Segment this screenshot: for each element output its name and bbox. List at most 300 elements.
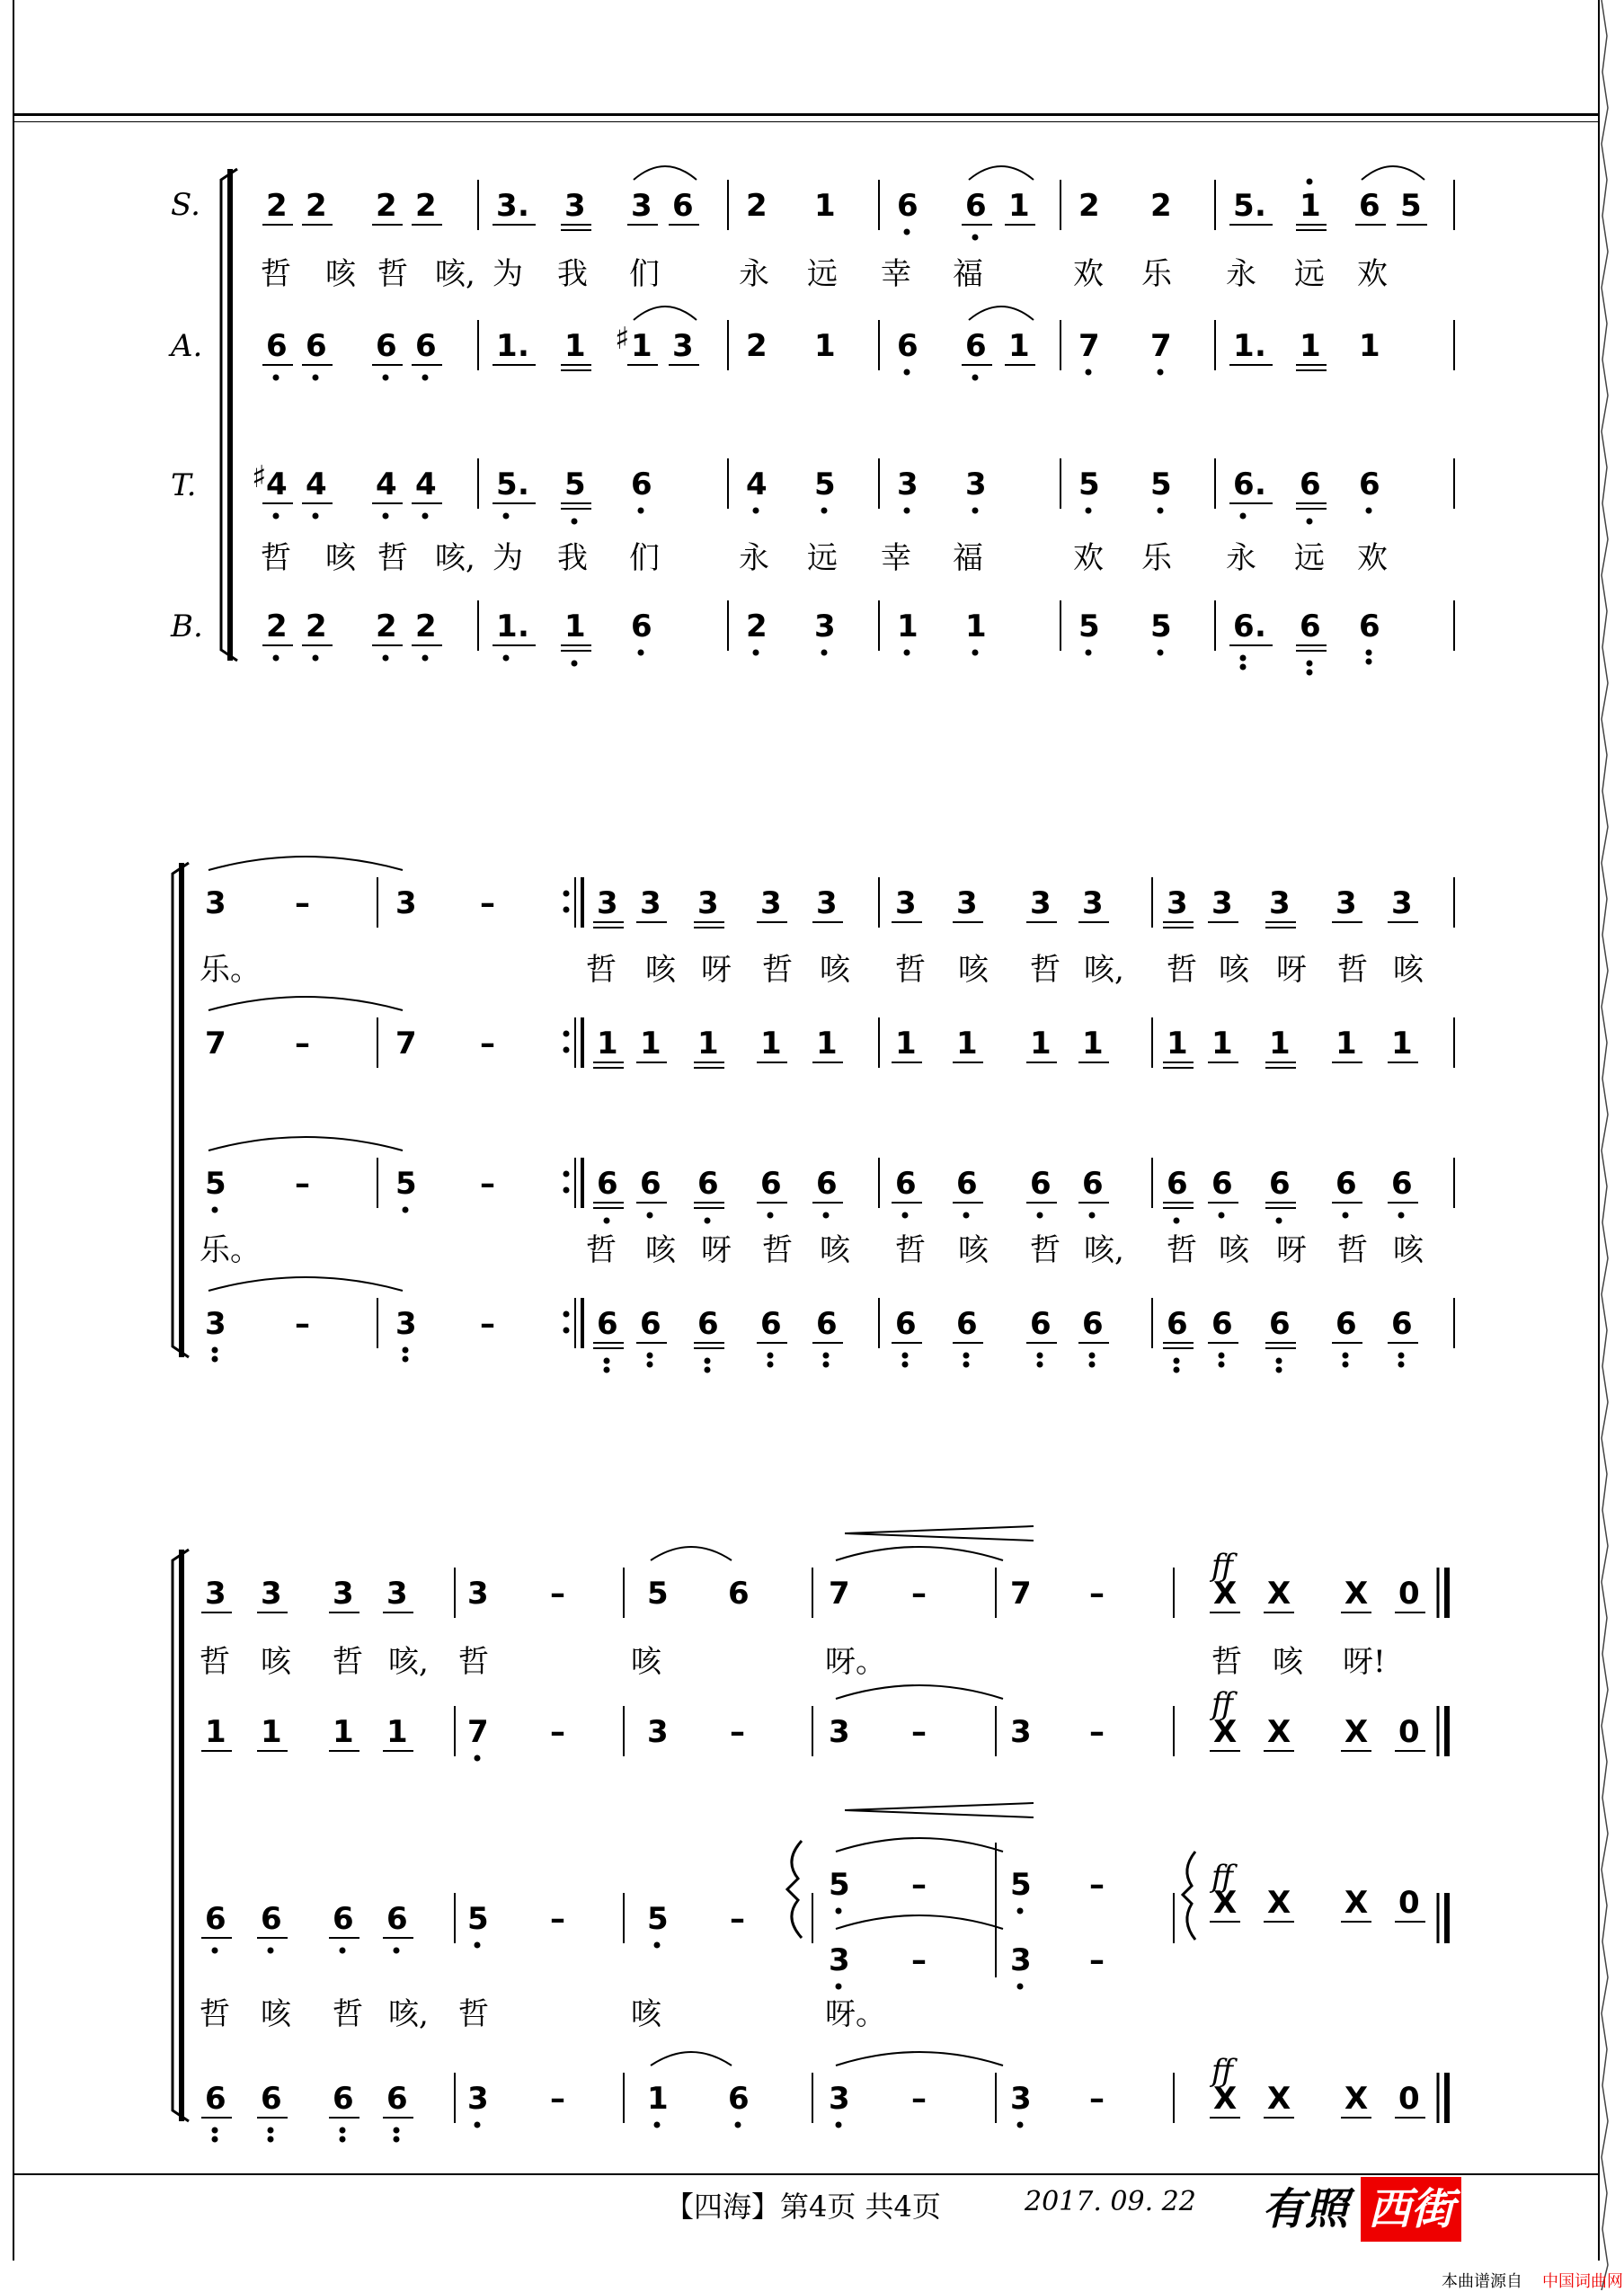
- note: 6: [640, 1306, 661, 1342]
- low-octave-dot: [1307, 519, 1313, 525]
- tie-slur: [634, 306, 697, 320]
- lyric-syllable: 远: [1294, 540, 1325, 576]
- note: 2: [746, 188, 768, 224]
- low-octave-dot: [904, 369, 910, 376]
- note: 6: [1233, 609, 1255, 644]
- lyric-syllable: 永: [739, 256, 769, 292]
- note: 1: [631, 328, 652, 364]
- note: 6: [1082, 1306, 1104, 1342]
- low-octave-dot: [383, 375, 389, 381]
- low-octave-dot: [1240, 664, 1247, 671]
- low-octave-dot: [212, 1356, 218, 1363]
- lyric-syllable: 福: [953, 256, 983, 292]
- low-octave-dot: [212, 1347, 218, 1354]
- note: 1: [760, 1026, 782, 1062]
- dynamic-ff: ff: [1211, 2053, 1234, 2089]
- sustain-dash: –: [911, 1714, 927, 1750]
- note: 6: [697, 1166, 719, 1202]
- low-octave-dot: [904, 650, 910, 656]
- note: 2: [746, 609, 768, 644]
- note: 7: [1010, 1576, 1032, 1612]
- low-octave-dot: [1276, 1218, 1282, 1224]
- lyric-syllable: 哲: [377, 540, 408, 576]
- low-octave-dot: [403, 1356, 409, 1363]
- lyric-syllable: 哲: [762, 952, 793, 988]
- augmentation-dot: .: [518, 328, 529, 364]
- note: 6: [1269, 1306, 1291, 1342]
- repeat-dot: [564, 1171, 570, 1177]
- augmentation-dot: .: [1255, 466, 1266, 502]
- low-octave-dot: [273, 375, 280, 381]
- low-octave-dot: [823, 1362, 830, 1368]
- lyric-syllable: 咳: [1273, 1644, 1303, 1680]
- note: 7: [1150, 328, 1172, 364]
- lyric-syllable: 哲: [1167, 1232, 1197, 1268]
- low-octave-dot: [1219, 1353, 1225, 1359]
- note: 7: [1078, 328, 1100, 364]
- lyric-syllable: 哲: [762, 1232, 793, 1268]
- note: 6: [1167, 1306, 1188, 1342]
- low-octave-dot: [475, 2122, 481, 2128]
- note: 6: [956, 1306, 978, 1342]
- repeat-dot: [564, 907, 570, 913]
- sustain-dash: –: [911, 1942, 927, 1978]
- lyric-syllable: 哲: [895, 952, 926, 988]
- note: 6: [895, 1166, 917, 1202]
- low-octave-dot: [1086, 650, 1092, 656]
- note: 5: [564, 466, 586, 502]
- note: 7: [829, 1576, 850, 1612]
- note: 6: [386, 2081, 408, 2117]
- low-octave-dot: [604, 1358, 610, 1364]
- note: 5: [1400, 188, 1422, 224]
- low-octave-dot: [904, 229, 910, 235]
- low-octave-dot: [1037, 1353, 1043, 1359]
- note: 3: [697, 885, 719, 921]
- sustain-dash: –: [295, 1306, 310, 1342]
- note: 3: [1167, 885, 1188, 921]
- lyric-syllable: 远: [807, 256, 838, 292]
- note: 5: [1010, 1867, 1032, 1903]
- note: X: [1267, 1576, 1291, 1612]
- low-octave-dot: [1240, 513, 1247, 520]
- sharp-accidental: ♯: [615, 321, 630, 357]
- low-octave-dot: [383, 655, 389, 662]
- low-octave-dot: [273, 655, 280, 662]
- low-octave-dot: [963, 1213, 970, 1219]
- lyric-syllable: 咳: [1393, 952, 1424, 988]
- repeat-dot: [564, 891, 570, 897]
- lyric-syllable: 福: [953, 540, 983, 576]
- note: X: [1213, 1576, 1238, 1612]
- low-octave-dot: [268, 2128, 274, 2134]
- note: 6: [415, 328, 437, 364]
- low-octave-dot: [1086, 508, 1092, 514]
- lyric-syllable: 咳: [645, 952, 676, 988]
- sustain-dash: –: [480, 1306, 495, 1342]
- tie-slur: [651, 1547, 732, 1560]
- note: 5: [1150, 609, 1172, 644]
- note: 5: [1078, 609, 1100, 644]
- note: 3: [760, 885, 782, 921]
- low-octave-dot: [654, 2122, 661, 2128]
- note: X: [1267, 1714, 1291, 1750]
- low-octave-dot: [313, 655, 319, 662]
- low-octave-dot: [904, 508, 910, 514]
- note: 6: [897, 188, 918, 224]
- note: 6: [1211, 1306, 1233, 1342]
- note: 1: [1359, 328, 1380, 364]
- low-octave-dot: [1086, 369, 1092, 376]
- lyric-syllable: 咳: [261, 1644, 291, 1680]
- crescendo-hairpin: [845, 1803, 1034, 1817]
- tie-slur: [1362, 166, 1424, 180]
- sustain-dash: –: [550, 2081, 565, 2117]
- lyric-syllable: 哲: [895, 1232, 926, 1268]
- low-octave-dot: [1366, 508, 1372, 514]
- sustain-dash: –: [550, 1901, 565, 1937]
- lyric-syllable: 哲: [458, 1644, 489, 1680]
- lyric-syllable: 呀: [1276, 952, 1307, 988]
- note: 3: [386, 1576, 408, 1612]
- note: 3: [965, 466, 987, 502]
- low-octave-dot: [394, 2137, 400, 2143]
- note: 1: [1269, 1026, 1291, 1062]
- lyric-syllable: 呀: [1276, 1232, 1307, 1268]
- low-octave-dot: [902, 1353, 909, 1359]
- note: 3: [1211, 885, 1233, 921]
- note: 6: [1391, 1166, 1413, 1202]
- lyric-syllable: 咳: [631, 1996, 661, 2032]
- note: 6: [1391, 1306, 1413, 1342]
- note: 6: [965, 188, 987, 224]
- low-octave-dot: [821, 508, 828, 514]
- note: 5: [205, 1166, 226, 1202]
- note: 1: [895, 1026, 917, 1062]
- note: 3: [564, 188, 586, 224]
- lyric-syllable: 欢: [1357, 256, 1388, 292]
- lyric-syllable: 哲: [1030, 952, 1060, 988]
- low-octave-dot: [340, 1948, 346, 1954]
- note: 3: [205, 1576, 226, 1612]
- lyric-syllable: 咳: [645, 1232, 676, 1268]
- note: 5: [1150, 466, 1172, 502]
- low-octave-dot: [902, 1213, 909, 1219]
- low-octave-dot: [572, 519, 578, 525]
- lyric-syllable: 欢: [1073, 540, 1104, 576]
- note: 3: [467, 2081, 489, 2117]
- note: 3: [895, 885, 917, 921]
- note: 3: [395, 885, 417, 921]
- lyric-syllable: 哲: [333, 1644, 363, 1680]
- low-octave-dot: [1089, 1213, 1096, 1219]
- sustain-dash: –: [295, 885, 310, 921]
- low-octave-dot: [972, 650, 979, 656]
- sustain-dash: –: [1089, 1714, 1105, 1750]
- note: 3: [1010, 1942, 1032, 1978]
- note: X: [1213, 1714, 1238, 1750]
- note: 5: [1078, 466, 1100, 502]
- note: 3: [897, 466, 918, 502]
- low-octave-dot: [1240, 655, 1247, 662]
- note: 1: [1008, 328, 1030, 364]
- note: 2: [306, 609, 327, 644]
- lyric-syllable: 哲: [261, 256, 291, 292]
- dynamic-ff: ff: [1211, 1548, 1234, 1584]
- note: 6: [1167, 1166, 1188, 1202]
- note: 6: [1082, 1166, 1104, 1202]
- sustain-dash: –: [911, 2081, 927, 2117]
- low-octave-dot: [1343, 1353, 1349, 1359]
- low-octave-dot: [503, 655, 510, 662]
- note: 6: [897, 328, 918, 364]
- low-octave-dot: [268, 2137, 274, 2143]
- low-octave-dot: [753, 508, 759, 514]
- note: 1: [597, 1026, 618, 1062]
- note: 1: [564, 328, 586, 364]
- note: 3: [1030, 885, 1052, 921]
- note: 6: [631, 466, 652, 502]
- note: 1: [1082, 1026, 1104, 1062]
- note: X: [1267, 1885, 1291, 1921]
- repeat-dot: [564, 1328, 570, 1334]
- note: 5: [467, 1901, 489, 1937]
- lyric-syllable: 哲: [200, 1644, 230, 1680]
- voice-label: A.: [171, 328, 203, 364]
- low-octave-dot: [836, 1984, 842, 1990]
- lyric-syllable: 欢: [1357, 540, 1388, 576]
- note: 1: [640, 1026, 661, 1062]
- note: X: [1344, 2081, 1369, 2117]
- low-octave-dot: [1174, 1218, 1180, 1224]
- tie-slur: [836, 1547, 1003, 1560]
- low-octave-dot: [1089, 1353, 1096, 1359]
- low-octave-dot: [768, 1362, 774, 1368]
- note: 1: [1300, 328, 1321, 364]
- augmentation-dot: .: [518, 466, 529, 502]
- note: 5: [829, 1867, 850, 1903]
- source-site: 中国词曲网: [1542, 2272, 1623, 2291]
- note: 6: [1336, 1306, 1357, 1342]
- note: 6: [1359, 466, 1380, 502]
- note: X: [1267, 2081, 1291, 2117]
- low-octave-dot: [604, 1367, 610, 1373]
- lyric-syllable: 咳: [958, 952, 989, 988]
- tie-slur: [969, 166, 1034, 180]
- note: 0: [1398, 2081, 1420, 2117]
- lyric-syllable: 永: [739, 540, 769, 576]
- lyric-syllable: 永: [1226, 256, 1256, 292]
- sharp-accidental: ♯: [252, 459, 267, 495]
- note: 3: [956, 885, 978, 921]
- lyric-syllable: 永: [1226, 540, 1256, 576]
- low-octave-dot: [340, 2128, 346, 2134]
- note: 6: [1233, 466, 1255, 502]
- note: 3: [640, 885, 661, 921]
- note: 6: [760, 1166, 782, 1202]
- lyric-syllable: 咳: [325, 540, 356, 576]
- tie-slur: [209, 1277, 403, 1291]
- note: 6: [816, 1166, 838, 1202]
- lyric-syllable: 哲: [1337, 1232, 1368, 1268]
- low-octave-dot: [972, 375, 979, 381]
- logo-text-right: 西街: [1361, 2177, 1461, 2242]
- note: 5: [814, 466, 836, 502]
- low-octave-dot: [1158, 508, 1164, 514]
- low-octave-dot: [604, 1218, 610, 1224]
- note: 6: [1359, 609, 1380, 644]
- low-octave-dot: [768, 1213, 774, 1219]
- note: 1: [1008, 188, 1030, 224]
- sustain-dash: –: [911, 1576, 927, 1612]
- lyric-syllable: 为: [493, 256, 523, 292]
- low-octave-dot: [422, 513, 429, 520]
- lyric-syllable: 我: [557, 540, 588, 576]
- repeat-dot: [564, 1187, 570, 1194]
- low-octave-dot: [638, 650, 644, 656]
- low-octave-dot: [403, 1207, 409, 1213]
- lyric-syllable: 哲: [1211, 1644, 1242, 1680]
- note: 1: [965, 609, 987, 644]
- low-octave-dot: [403, 1347, 409, 1354]
- note: 4: [376, 466, 397, 502]
- low-octave-dot: [902, 1362, 909, 1368]
- sustain-dash: –: [295, 1026, 310, 1062]
- note: 5: [647, 1901, 669, 1937]
- note: 5: [496, 466, 518, 502]
- lyric-syllable: 哲: [1337, 952, 1368, 988]
- tie-slur: [209, 1137, 403, 1150]
- note: 3: [829, 1714, 850, 1750]
- high-octave-dot: [1307, 179, 1313, 185]
- note: 1: [814, 328, 836, 364]
- note: 2: [306, 188, 327, 224]
- note: 1: [333, 1714, 354, 1750]
- note: 6: [728, 1576, 750, 1612]
- lyric-syllable: 哲: [377, 256, 408, 292]
- note: 6: [205, 2081, 226, 2117]
- note: 6: [386, 1901, 408, 1937]
- note: 5: [1233, 188, 1255, 224]
- low-octave-dot: [1219, 1213, 1225, 1219]
- lyric-syllable: 咳: [958, 1232, 989, 1268]
- note: 6: [816, 1306, 838, 1342]
- note: 3: [261, 1576, 282, 1612]
- lyric-syllable: 哲: [1167, 952, 1197, 988]
- lyric-syllable: 呀!: [1343, 1644, 1386, 1680]
- note: 3: [205, 885, 226, 921]
- low-octave-dot: [1398, 1362, 1405, 1368]
- note: 1: [386, 1714, 408, 1750]
- note: 0: [1398, 1576, 1420, 1612]
- tie-slur: [969, 306, 1034, 320]
- augmentation-dot: .: [1255, 328, 1266, 364]
- note: 6: [697, 1306, 719, 1342]
- lyric-syllable: 我: [557, 256, 588, 292]
- note: 6: [261, 1901, 282, 1937]
- low-octave-dot: [647, 1362, 653, 1368]
- note: 1: [697, 1026, 719, 1062]
- lyric-syllable: 咳,: [435, 540, 475, 576]
- note: 2: [376, 188, 397, 224]
- lyric-syllable: 咳,: [1084, 952, 1124, 988]
- lyric-syllable: 呀: [701, 952, 732, 988]
- source-label: 本曲谱源自: [1442, 2272, 1522, 2291]
- lyric-syllable: 哲: [200, 1996, 230, 2032]
- low-octave-dot: [503, 513, 510, 520]
- note: 6: [597, 1166, 618, 1202]
- divisi-brace: [1183, 1852, 1195, 1940]
- note: 1: [261, 1714, 282, 1750]
- tie-slur: [836, 1838, 1003, 1852]
- repeat-dot: [564, 1031, 570, 1037]
- note: 6: [306, 328, 327, 364]
- note: 3: [1336, 885, 1357, 921]
- lyric-syllable: 咳,: [1084, 1232, 1124, 1268]
- low-octave-dot: [1037, 1213, 1043, 1219]
- lyric-syllable: 咳: [261, 1996, 291, 2032]
- low-octave-dot: [1037, 1362, 1043, 1368]
- note: 6: [1359, 188, 1380, 224]
- tie-slur: [651, 2052, 732, 2065]
- note: 6: [1030, 1166, 1052, 1202]
- note: 6: [333, 1901, 354, 1937]
- repeat-dot: [564, 1047, 570, 1053]
- dynamic-ff: ff: [1211, 1859, 1234, 1895]
- note: 6: [261, 2081, 282, 2117]
- tie-slur: [209, 857, 403, 870]
- low-octave-dot: [268, 1948, 274, 1954]
- sustain-dash: –: [1089, 1942, 1105, 1978]
- lyric-syllable: 幸: [881, 256, 911, 292]
- lyric-syllable: 咳,: [388, 1644, 429, 1680]
- low-octave-dot: [1276, 1358, 1282, 1364]
- lyric-syllable: 咳: [1393, 1232, 1424, 1268]
- note: 3: [647, 1714, 669, 1750]
- note: 6: [376, 328, 397, 364]
- brand-logo: [1262, 2177, 1460, 2242]
- sustain-dash: –: [480, 1026, 495, 1062]
- low-octave-dot: [313, 513, 319, 520]
- sustain-dash: –: [1089, 1576, 1105, 1612]
- note: 7: [467, 1714, 489, 1750]
- lyric-syllable: 咳: [1219, 1232, 1249, 1268]
- augmentation-dot: .: [518, 188, 529, 224]
- low-octave-dot: [1017, 1908, 1024, 1914]
- sustain-dash: –: [480, 885, 495, 921]
- footer-rule: [13, 2173, 1600, 2175]
- note: 7: [395, 1026, 417, 1062]
- note: 6: [333, 2081, 354, 2117]
- lyric-syllable: 乐: [1141, 256, 1172, 292]
- low-octave-dot: [705, 1358, 711, 1364]
- note: 2: [1078, 188, 1100, 224]
- note: 3: [205, 1306, 226, 1342]
- low-octave-dot: [647, 1213, 653, 1219]
- low-octave-dot: [1219, 1362, 1225, 1368]
- note: 7: [205, 1026, 226, 1062]
- note: 3: [672, 328, 694, 364]
- note: 3: [1010, 1714, 1032, 1750]
- low-octave-dot: [212, 2137, 218, 2143]
- sustain-dash: –: [1089, 1867, 1105, 1903]
- tie-slur: [836, 1915, 1003, 1929]
- note: 1: [1167, 1026, 1188, 1062]
- low-octave-dot: [1398, 1213, 1405, 1219]
- sustain-dash: –: [550, 1714, 565, 1750]
- lyric-syllable: 呀。: [825, 1996, 886, 2032]
- low-octave-dot: [1343, 1213, 1349, 1219]
